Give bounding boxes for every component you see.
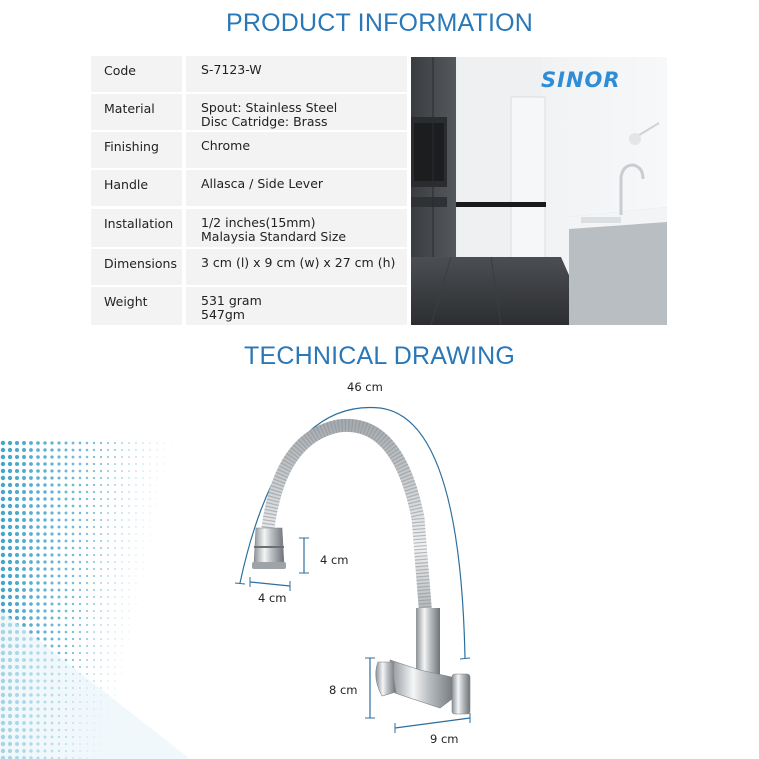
head-width-label: 4 cm xyxy=(258,591,287,605)
spray-head xyxy=(252,528,286,569)
technical-drawing-heading: TECHNICAL DRAWING xyxy=(243,342,515,370)
total-length-label: 46 cm xyxy=(347,380,383,394)
spec-value: S-7123-W xyxy=(201,62,262,77)
spec-label: Dimensions xyxy=(104,256,177,271)
spec-label: Code xyxy=(104,63,137,78)
spec-label: Material xyxy=(104,101,155,116)
spec-row-finishing xyxy=(91,132,407,168)
side-lever-handle xyxy=(376,662,396,696)
spec-label: Installation xyxy=(104,216,174,231)
body-width-label: 9 cm xyxy=(430,732,459,746)
faucet-body xyxy=(376,608,470,714)
faucet-technical-drawing xyxy=(220,378,500,758)
spec-label: Weight xyxy=(104,294,148,309)
kitchen-photo xyxy=(411,57,667,325)
spec-value: 1/2 inches(15mm) Malaysia Standard Size xyxy=(201,215,347,244)
dot-pattern-decoration xyxy=(0,440,200,759)
spec-value: Allasca / Side Lever xyxy=(201,176,324,191)
brand-logo: SINOR xyxy=(541,68,621,92)
spec-row-dimensions xyxy=(91,249,407,285)
spec-label: Finishing xyxy=(104,139,159,154)
product-information-heading: PRODUCT INFORMATION xyxy=(225,9,534,37)
spec-row-handle xyxy=(91,170,407,206)
head-height-label: 4 cm xyxy=(320,553,349,567)
spec-value: Chrome xyxy=(201,138,251,153)
spec-value: 531 gram 547gm xyxy=(201,293,262,322)
spec-row-installation xyxy=(91,209,407,247)
spec-row-code xyxy=(91,56,407,92)
spec-value: 3 cm (l) x 9 cm (w) x 27 cm (h) xyxy=(201,255,396,270)
spec-row-material xyxy=(91,94,407,130)
body-height-label: 8 cm xyxy=(329,683,358,697)
spec-value: Spout: Stainless Steel Disc Catridge: Brass xyxy=(201,100,338,129)
spec-row-weight xyxy=(91,287,407,325)
spec-label: Handle xyxy=(104,177,149,192)
